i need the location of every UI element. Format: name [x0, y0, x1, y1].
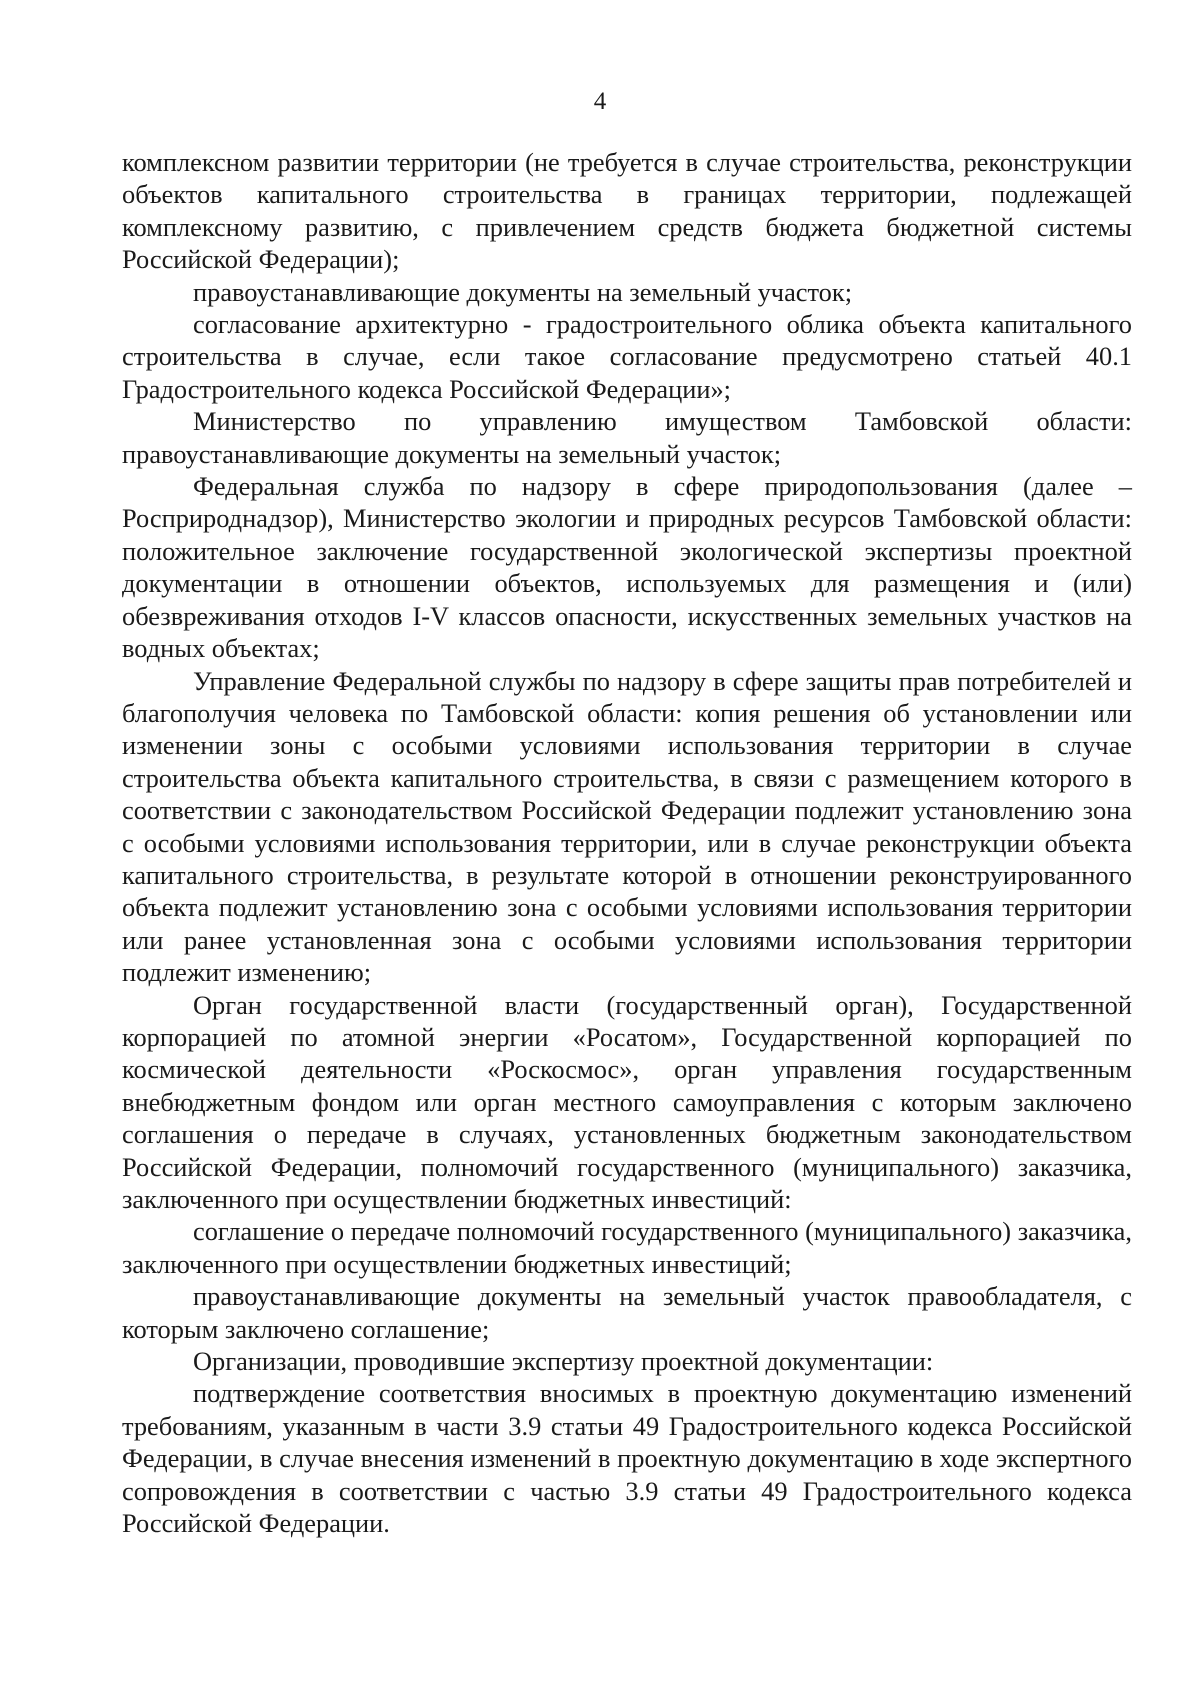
document-body — [122, 146, 1132, 1539]
paragraph-compliance-confirmation: подтверждение соответствия вносимых в проектную документацию изменений требованиям, указанным в части 3.9 статьи 49 Градостроительного кодекса Российской Федерации, в случае внесения изменений в проектную документацию в ходе экспертного сопровождения в соответствии с частью 3.9 статьи 49 Градостроительного кодекса Российской Федерации. — [122, 1378, 1132, 1539]
paragraph-agreement-transfer: соглашение о передаче полномочий государственного (муниципального) заказчика, заключенного при осуществлении бюджетных инвестиций; — [122, 1216, 1132, 1279]
paragraph-property-ministry: Министерство по управлению имуществом Тамбовской области: правоустанавливающие документы на земельный участок; — [122, 406, 1132, 469]
page-number: 4 — [593, 88, 607, 115]
paragraph-state-authority: Орган государственной власти (государственный орган), Государственной корпорацией по атомной энергии «Росатом», Государственной корпорацией по космической деятельности «Роскосмос», орган управления государственным внебюджетным фондом или орган местного самоуправления с которым заключено соглашения о передаче в случаях, установленных бюджетным законодательством Российской Федерации, полномочий государственного (муниципального) заказчика, заключенного при осуществлении бюджетных инвестиций: — [122, 989, 1132, 1214]
paragraph-land-title-documents: правоустанавливающие документы на земельный участок; — [193, 276, 853, 307]
paragraph-rightholder-documents: правоустанавливающие документы на земельный участок правообладателя, с которым заключено соглашение; — [122, 1281, 1132, 1344]
paragraph-continuation: комплексном развитии территории (не требуется в случае строительства, реконструкции объектов капитального строительства в границах территории, подлежащей комплексному развитию, с привлечением средств бюджета бюджетной системы Российской Федерации); — [122, 147, 1132, 275]
paragraph-expertise-organizations: Организации, проводившие экспертизу проектной документации: — [193, 1346, 934, 1377]
paragraph-architectural-approval: согласование архитектурно - градостроительного облика объекта капитального строительства в случае, если такое согласование предусмотрено статьей 40.1 Градостроительного кодекса Российской Федерации»; — [122, 309, 1132, 404]
paragraph-rospotrebnadzor: Управление Федеральной службы по надзору в сфере защиты прав потребителей и благополучия человека по Тамбовской области: копия решения об установлении или изменении зоны с особыми условиями использования территории в случае строительства объекта капитального строительства, в связи с размещением которого в соответствии с законодательством Российской Федерации подлежит установлению зона с особыми условиями использования территории, или в случае реконструкции объекта капитального строительства, в результате которой в отношении реконструированного объекта подлежит установлению зона с особыми условиями использования территории или ранее установленная зона с особыми условиями использования территории подлежит изменению; — [122, 665, 1132, 988]
paragraph-rosprirodnadzor: Федеральная служба по надзору в сфере природопользования (далее – Росприроднадзор), Министерство экологии и природных ресурсов Тамбовской области: положительное заключение государственной экологической экспертизы проектной документации в отношении объектов, используемых для размещения и (или) обезвреживания отходов I-V классов опасности, искусственных земельных участков на водных объектах; — [122, 471, 1132, 664]
